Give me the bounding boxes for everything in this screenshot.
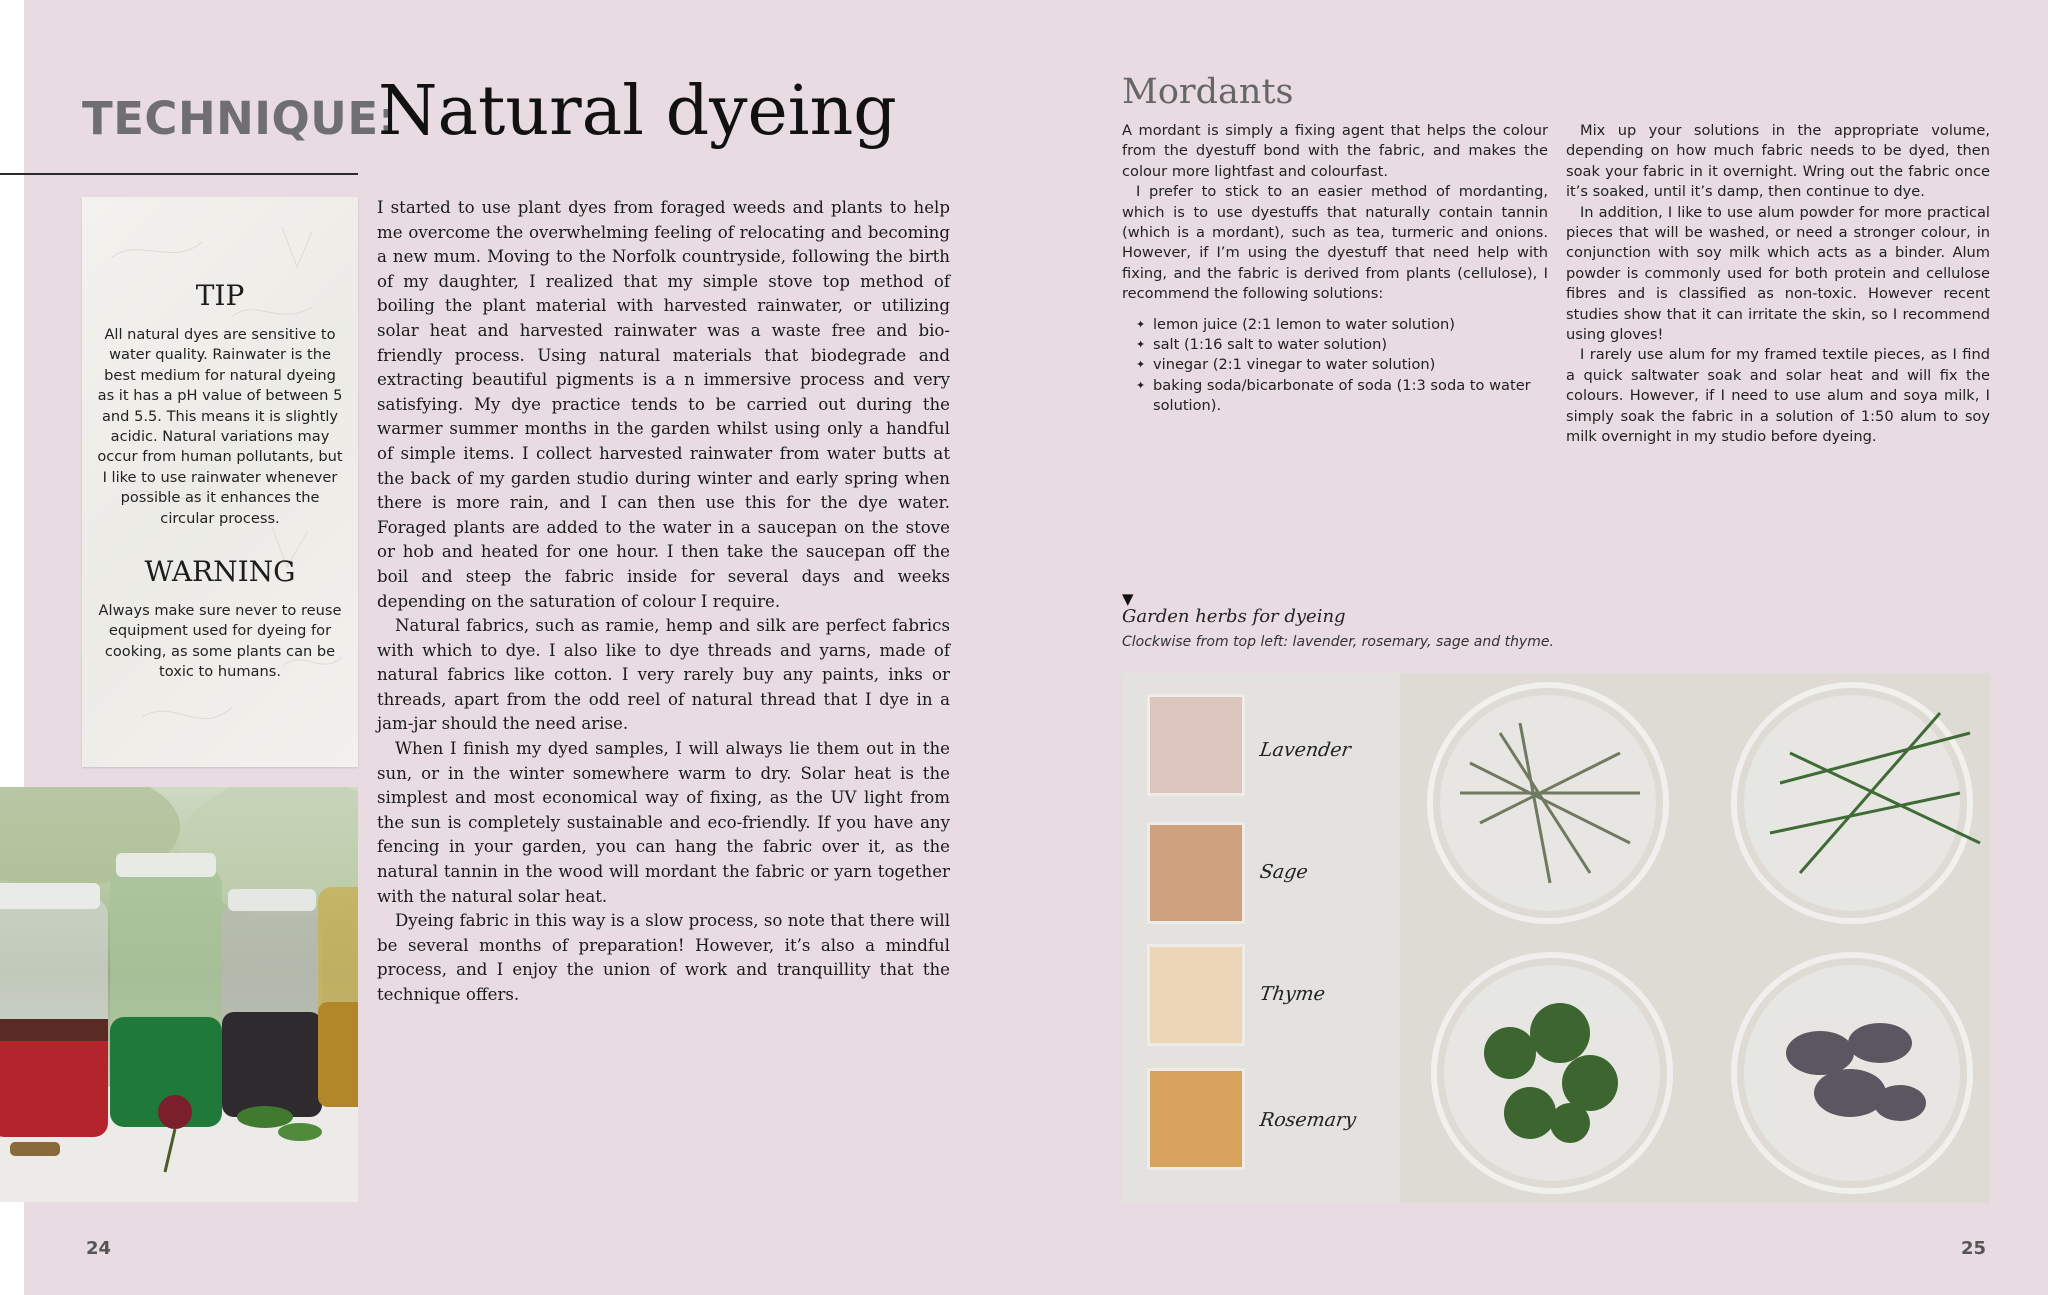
mordants-paragraph: In addition, I like to use alum powder for more practical pieces that will be washed, or need a stronger colour, in conjunction with soy milk which acts as a binder. Alum powder is commonly used for both protein and cellulose fibres and is classified as non-toxic. However recent studies show that it can irritate the skin, so I recommend using gloves! xyxy=(1566,203,1990,344)
page-number-right: 25 xyxy=(1961,1238,1987,1259)
swatch-lavender xyxy=(1150,697,1242,793)
tip-text: All natural dyes are sensitive to water quality. Rainwater is the best medium for natural dyeing as it has a pH value of between 5 and 5.5. This means it is slightly acidic. Natural variations may occur from human pollutants, but I like to use rainwater whenever possible as it enhances the circular process. xyxy=(97,326,343,527)
mordants-column-1 xyxy=(1122,121,1548,417)
caption-marker-icon: ▼ xyxy=(1122,590,1134,608)
dye-swatches-panel xyxy=(1122,673,1400,1203)
tip-warning-box xyxy=(82,197,358,767)
list-item: ✦ lemon juice (2:1 lemon to water solution) xyxy=(1136,315,1548,335)
list-item: ✦ vinegar (2:1 vinegar to water solution) xyxy=(1136,355,1548,375)
swatch-label: Sage xyxy=(1258,861,1310,883)
list-item: ✦ baking soda/bicarbonate of soda (1:3 soda to water solution). xyxy=(1136,376,1548,417)
page-title: Natural dyeing xyxy=(378,72,897,151)
swatch-thyme xyxy=(1150,947,1242,1043)
swatch-label: Rosemary xyxy=(1258,1109,1358,1131)
warning-heading: WARNING xyxy=(144,555,296,588)
herb-bowls-illustration xyxy=(1400,673,1990,1203)
body-paragraph: When I finish my dyed samples, I will always lie them out in the sun, or in the winter somewhere warm to dry. Solar heat is the simplest and most economical way of fixing, as the UV light from the sun is completely sustainable and eco-friendly. If you have any fencing in your garden, you can hang the fabric over it, as the natural tannin in the wood will mordant the fabric or yarn together with the natural solar heat. xyxy=(377,739,950,906)
body-paragraph: Dyeing fabric in this way is a slow process, so note that there will be several months of preparation! However, it’s also a mindful process, and I enjoy the union of work and tranquillity that the technique offers. xyxy=(377,911,950,1004)
body-text xyxy=(377,196,950,1008)
swatch-rosemary xyxy=(1150,1071,1242,1167)
swatch-sage xyxy=(1150,825,1242,921)
herb-bowls-photo xyxy=(1400,673,1990,1203)
technique-label: TECHNIQUE: xyxy=(82,92,398,145)
mordants-column-2 xyxy=(1566,121,1990,448)
caption-subtitle: Clockwise from top left: lavender, rosemary, sage and thyme. xyxy=(1122,634,1554,650)
tip-heading: TIP xyxy=(195,279,245,312)
list-item: ✦ salt (1:16 salt to water solution) xyxy=(1136,335,1548,355)
mordant-solutions-list xyxy=(1136,315,1548,417)
body-paragraph: I started to use plant dyes from foraged weeds and plants to help me overcome the overwhelming feeling of relocating and becoming a new mum. Moving to the Norfolk countryside, following the birth of my daughter, I realized that my simple stove top method of boiling the plant material with harvested rainwater, or utilizing solar heat and harvested rainwater was a waste free and bio-friendly process. Using natural materials that biodegrade and extracting beautiful pigments is a n immersive process and very satisfying. My dye practice tends to be carried out during the warmer summer months in the garden whilst using only a handful of simple items. I collect harvested rainwater from water butts at the back of my garden studio during winter and early spring when there is more rain, and I can then use this for the dye water. Foraged plants are added to the water in a saucepan on the stove or hob and heated for one hour. I then take the saucepan off the boil and steep the fabric inside for several days and weeks depending on the saturation of colour I require. xyxy=(377,198,950,611)
caption-title: Garden herbs for dyeing xyxy=(1122,606,1346,627)
dye-jars-illustration xyxy=(0,787,358,1202)
swatch-label: Thyme xyxy=(1258,983,1327,1005)
mordants-paragraph: I prefer to stick to an easier method of mordanting, which is to use dyestuffs that naturally contain tannin (which is a mordant), such as tea, turmeric and onions. However, if I’m using the dyestuff that need help with fixing, and the fabric is derived from plants (cellulose), I recommend the following solutions: xyxy=(1122,183,1548,303)
dye-jars-photo xyxy=(0,787,358,1202)
mordants-heading: Mordants xyxy=(1122,72,1294,112)
title-rule xyxy=(0,173,358,175)
warning-text: Always make sure never to reuse equipment used for dyeing for cooking, as some plants can be toxic to humans. xyxy=(98,602,342,681)
mordants-paragraph: I rarely use alum for my framed textile pieces, as I find a quick saltwater soak and solar heat and will fix the colours. However, if I need to use alum and soya milk, I simply soak the fabric in a solution of 1:50 alum to soy milk overnight in my studio before dyeing. xyxy=(1566,346,1990,446)
body-paragraph: Natural fabrics, such as ramie, hemp and silk are perfect fabrics with which to dye. I also like to dye threads and yarns, made of natural fabrics like cotton. I very rarely buy any paints, inks or threads, apart from the odd reel of natural thread that I dye in a jam-jar should the need arise. xyxy=(377,616,950,734)
mordants-paragraph: Mix up your solutions in the appropriate volume, depending on how much fabric needs to be dyed, then soak your fabric in it overnight. Wring out the fabric once it’s soaked, until it’s damp, then continue to dye. xyxy=(1566,122,1990,201)
page-number-left: 24 xyxy=(86,1238,112,1259)
swatch-label: Lavender xyxy=(1258,739,1353,761)
mordants-paragraph: A mordant is simply a fixing agent that helps the colour from the dyestuff bond with the fabric, and makes the colour more lightfast and colourfast. xyxy=(1122,122,1548,180)
